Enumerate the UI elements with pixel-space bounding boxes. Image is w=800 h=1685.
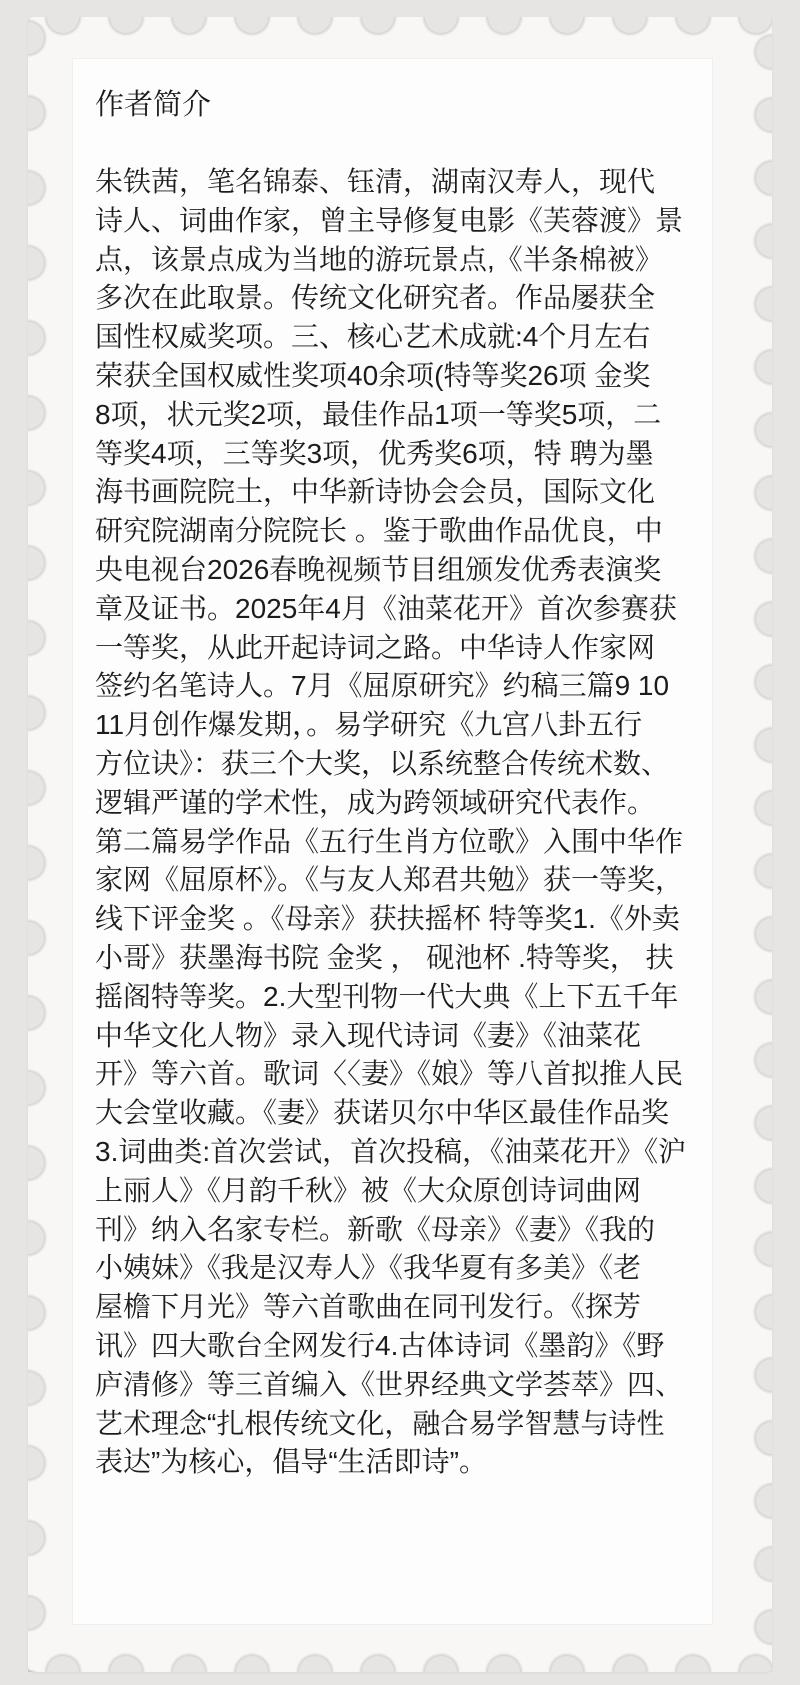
bio-line: 一等奖，从此开起诗词之路。中华诗人作家网 <box>95 631 656 663</box>
bio-line: 第二篇易学作品《五行生肖方位歌》入围中华作 <box>95 825 684 857</box>
bio-line: 刊》纳入名家专栏。新歌《母亲》《妻》《我的 <box>95 1213 656 1245</box>
bio-line: 开》等六首。歌词〈〈妻》《娘》等八首拟推人民 <box>95 1058 684 1090</box>
bio-line: 庐清修》等三首编入《世界经典文学荟萃》四、 <box>95 1368 684 1400</box>
page-title: 作者简介 <box>95 89 212 121</box>
bio-line: 诗人、词曲作家，曾主导修复电影《芙蓉渡》景 <box>95 204 684 236</box>
bio-line: 3.词曲类:首次尝试，首次投稿，《油菜花开》《沪 <box>95 1135 687 1167</box>
bio-line: 11月创作爆发期，。易学研究《九宫八卦五行 <box>95 709 643 741</box>
perforation-left-edge <box>28 17 48 1672</box>
content-card <box>72 58 713 1625</box>
bio-line: 章及证书。2025年4月《油菜花开》首次参赛获 <box>95 592 677 624</box>
bio-line: 讯》四大歌台全网发行4.古体诗词《墨韵》《野 <box>95 1329 665 1361</box>
bio-line: 8项，状元奖2项，最佳作品1项一等奖5项，二 <box>95 398 662 430</box>
bio-line: 小姨妹》《我是汉寿人》《我华夏有多美》《老 <box>95 1252 642 1284</box>
bio-line: 逻辑严谨的学术性，成为跨领域研究代表作。 <box>95 786 656 818</box>
perforation-bottom-edge <box>28 1652 772 1672</box>
bio-line: 线下评金奖 。《母亲》获扶摇杯 特等奖1.《外卖 <box>95 903 680 935</box>
bio-line: 朱铁茜，笔名锦泰、钰清，湖南汉寿人，现代 <box>95 166 656 197</box>
bio-line: 海书画院院土，中华新诗协会会员，国际文化 <box>95 476 656 508</box>
bio-line: 表达”为核心，倡导“生活即诗”。 <box>95 1446 487 1478</box>
bio-line: 多次在此取景。传统文化研究者。作品屡获全 <box>95 282 656 314</box>
bio-line: 艺术理念“扎根传统文化，融合易学智慧与诗性 <box>95 1407 665 1439</box>
bio-line: 屋檐下月光》等六首歌曲在同刊发行。《探芳 <box>95 1291 642 1323</box>
bio-line: 上丽人》《月韵千秋》被《大众原创诗词曲网 <box>95 1174 642 1206</box>
bio-line: 方位诀》：获三个大奖，以系统整合传统术数、 <box>95 747 670 779</box>
bio-line: 等奖4项，三等奖3项，优秀奖6项，特 聘为墨 <box>95 437 654 469</box>
bio-line: 研究院湖南分院院长 。鉴于歌曲作品优良，中 <box>95 515 663 547</box>
bio-line: 荣获全国权威性奖项40余项(特等奖26项 金奖 <box>95 359 651 391</box>
bio-line: 大会堂收藏。《妻》获诺贝尔中华区最佳作品奖 <box>95 1097 670 1129</box>
bio-line: 国性权威奖项。三、核心艺术成就:4个月左右 <box>95 321 651 353</box>
bio-line: 央电视台2026春晚视频节目组颁发优秀表演奖 <box>95 553 662 585</box>
bio-line: 小哥》获墨海书院 金奖 ， 砚池杯 .特等奖， 扶 <box>95 941 674 973</box>
bio-line: 签约名笔诗人。7月《屈原研究》约稿三篇9 10 <box>95 670 670 702</box>
perforation-top-edge <box>28 17 772 37</box>
bio-line: 中华文化人物》录入现代诗词《妻》《油菜花 <box>95 1019 642 1051</box>
perforation-right-edge <box>752 17 772 1672</box>
bio-line: 家网《屈原杯》。《与友人郑君共勉》获一等奖， <box>95 864 684 896</box>
stamp-card <box>28 17 772 1672</box>
bio-line: 点，该景点成为当地的游玩景点,《半条棉被》 <box>95 243 663 275</box>
bio-text <box>95 163 704 1482</box>
bio-line: 摇阁特等奖。2.大型刊物一代大典《上下五千年 <box>95 980 679 1012</box>
